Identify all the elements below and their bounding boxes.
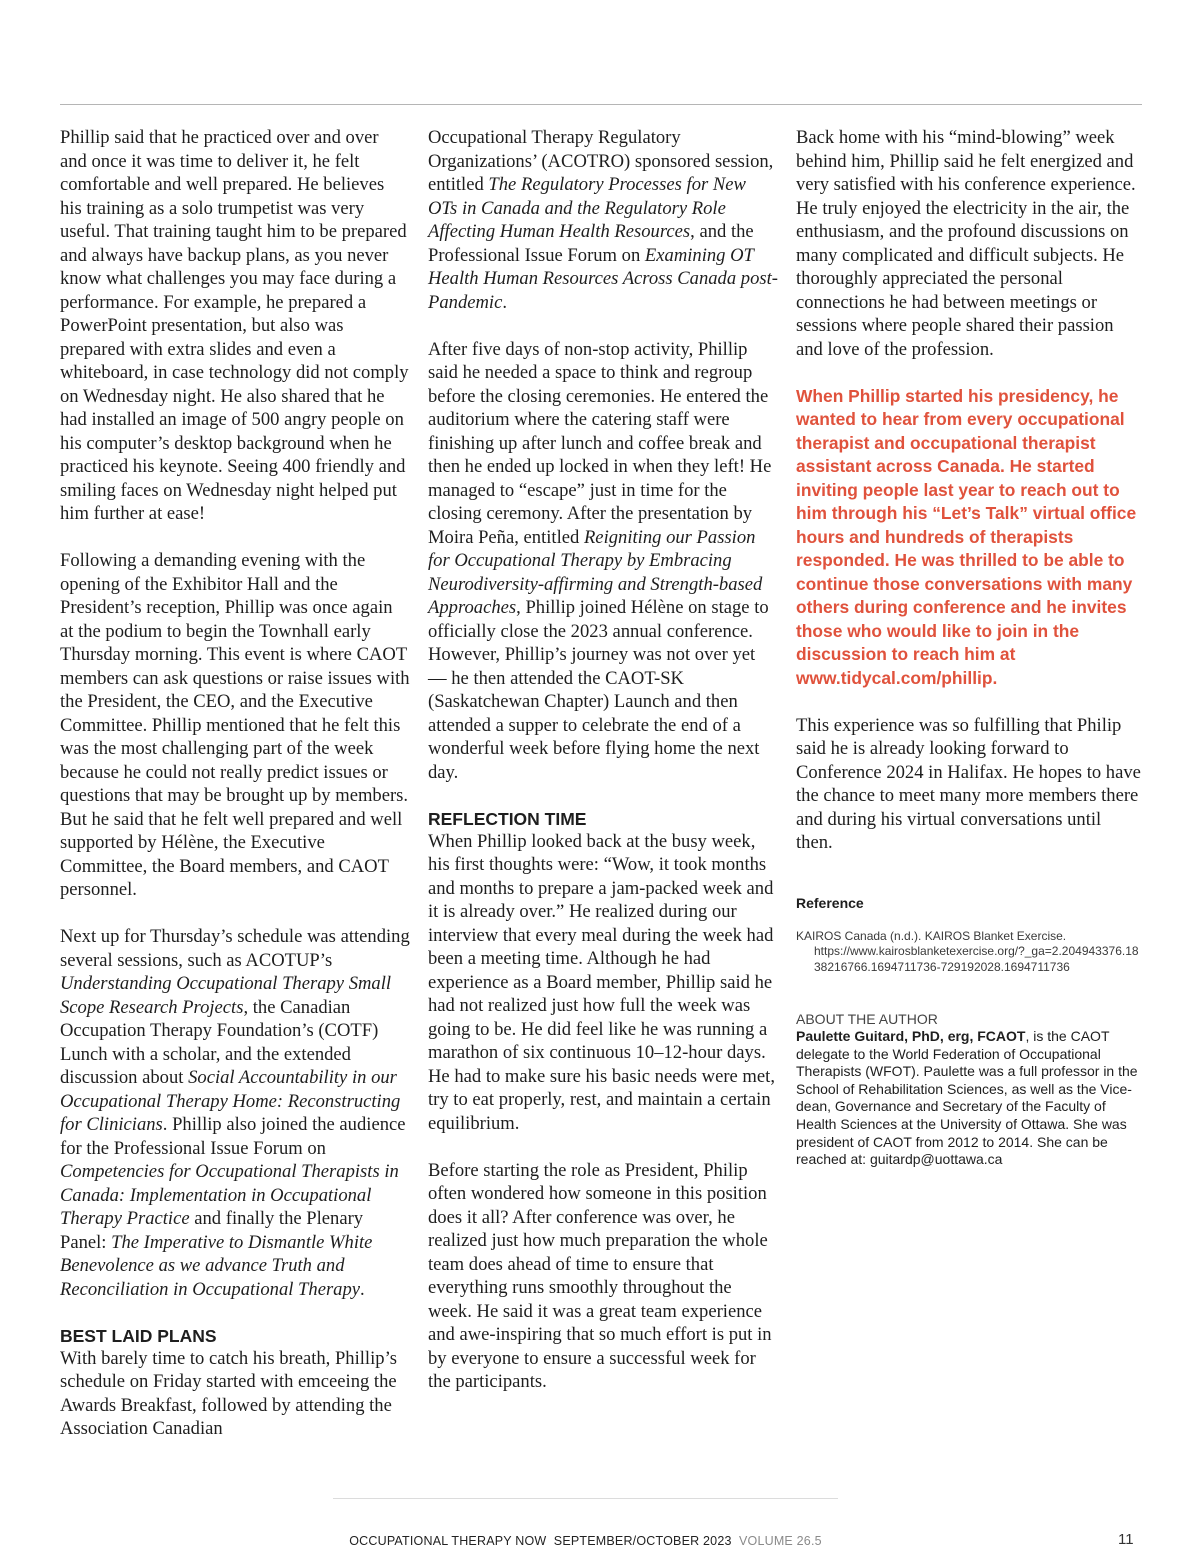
column-3 xyxy=(796,126,1142,1169)
footer xyxy=(333,1534,838,1548)
publication-name: OCCUPATIONAL THERAPY NOW xyxy=(349,1534,547,1548)
author-bio: Paulette Guitard, PhD, erg, FCAOT, is the CAOT delegate to the World Federation of Occupational Therapists (WFOT). Paulette was a full professor in the School of Rehabilitation Sciences, as well as the Vice-dean, Governance and Secretary of the Faculty of Health Sciences at the University of Ottawa. She was president of CAOT from 2012 to 2014. She can be reached at: guitardp@uottawa.ca xyxy=(796,1028,1138,1168)
paragraph: Back home with his “mind-blowing” week behind him, Phillip said he felt energized and very satisfied with his conference experience. He truly enjoyed the electricity in the air, the enthusiasm, and the profound discussions on many complicated and difficult subjects. He thoroughly appreciated the personal connections he had between meetings or sessions where people shared their passion and love of the profession. xyxy=(796,127,1136,360)
reference-entry: KAIROS Canada (n.d.). KAIROS Blanket Exercise. https://www.kairosblanketexercise.org/?_ga=2.204943376.1838216766.1694711736-729192028.1694711736 xyxy=(796,928,1139,974)
paragraph: Next up for Thursday’s schedule was attending several sessions, such as ACOTUP’s Understanding Occupational Therapy Small Scope Research Projects, the Canadian Occupation Therapy Foundation’s (COTF) Lunch with a scholar, and the extended discussion about Social Accountability in our Occupational Therapy Home: Reconstructing for Clinicians. Phillip also joined the audience for the Professional Issue Forum on Competencies for Occupational Therapists in Canada: Implementation in Occupational Therapy Practice and finally the Plenary Panel: The Imperative to Dismantle White Benevolence as we advance Truth and Reconciliation in Occupational Therapy. xyxy=(60,926,410,1300)
paragraph: Occupational Therapy Regulatory Organizations’ (ACOTRO) sponsored session, entitled The Regulatory Processes for New OTs in Canada and the Regulatory Role Affecting Human Health Resources, and the Professional Issue Forum on Examining OT Health Human Resources Across Canada post-Pandemic. xyxy=(428,127,778,313)
paragraph: When Phillip looked back at the busy week, his first thoughts were: “Wow, it took months and months to prepare a jam-packed week and it is already over.” He realized during our interview that every meal during the week had been a meeting time. Although he had experience as a Board member, Phillip said he had not realized just how full the week was going to be. He did feel like he was running a marathon of six continuous 10–12-hour days. He had to make sure his basic needs were met, try to eat properly, rest, and maintain a certain equilibrium. xyxy=(428,830,775,1134)
paragraph: Phillip said that he practiced over and over and once it was time to deliver it, he felt comfortable and well prepared. He believes his training as a solo trumpetist was very useful. That training taught him to be prepared and always have backup plans, as you never know what challenges you may face during a performance. For example, he prepared a PowerPoint presentation, but also was prepared with extra slides and even a whiteboard, in case technology did not comply on Wednesday night. He also shared that he had installed an image of 500 angry people on his computer’s desktop background when he practiced his keynote. Seeing 400 friendly and smiling faces on Wednesday night helped put him further at ease! xyxy=(60,127,409,524)
volume: VOLUME 26.5 xyxy=(738,1534,822,1548)
highlight-paragraph: When Phillip started his presidency, he wanted to hear from every occupational therapist and occupational therapist assistant across Canada. He started inviting people last year to reach out to him through his “Let’s Talk” virtual office hours and hundreds of therapists responded. He was thrilled to be able to continue those conversations with many others during conference and he invites those who would like to join in the discussion to reach him at www.tidycal.com/phillip. xyxy=(796,385,1137,688)
issue-date: SEPTEMBER/OCTOBER 2023 xyxy=(553,1534,732,1548)
paragraph: Following a demanding evening with the opening of the Exhibitor Hall and the President’s reception, Phillip was once again at the podium to begin the Townhall early Thursday morning. This event is where CAOT members can ask questions or raise issues with the President, the CEO, and the Executive Committee. Phillip mentioned that he felt this was the most challenging part of the week because he could not really predict issues or questions that may be brought up by members. But he said that he felt well prepared and well supported by Hélène, the Executive Committee, the Board members, and CAOT personnel. xyxy=(60,550,410,900)
page-number: 11 xyxy=(1118,1531,1134,1548)
section-heading: BEST LAID PLANS xyxy=(60,1325,217,1346)
footer-divider xyxy=(333,1498,838,1499)
paragraph: This experience was so fulfilling that Philip said he is already looking forward to Conference 2024 in Halifax. He hopes to have the chance to meet many more members there and during his virtual conversations until then. xyxy=(796,714,1141,853)
section-heading: REFLECTION TIME xyxy=(428,808,587,829)
paragraph: With barely time to catch his breath, Phillip’s schedule on Friday started with emceeing the Awards Breakfast, followed by attending the Association Canadian xyxy=(60,1347,397,1439)
top-divider xyxy=(60,104,1142,105)
paragraph: After five days of non-stop activity, Phillip said he needed a space to think and regroup before the closing ceremonies. He entered the auditorium where the catering staff were finishing up after lunch and coffee break and then he ended up locked in when they left! He managed to “escape” just in time for the closing ceremony. After the presentation by Moira Peña, entitled Reigniting our Passion for Occupational Therapy by Embracing Neurodiversity-affirming and Strength-based Approaches, Phillip joined Hélène on stage to officially close the 2023 annual conference. However, Phillip’s journey was not over yet — he then attended the CAOT-SK (Saskatchewan Chapter) Launch and then attended a supper to celebrate the end of a wonderful week before flying home the next day. xyxy=(428,338,772,783)
reference-heading: Reference xyxy=(796,894,864,911)
column-1 xyxy=(60,126,410,1441)
author-name: Paulette Guitard, PhD, erg, FCAOT xyxy=(796,1028,1026,1044)
column-2 xyxy=(428,126,778,1394)
paragraph: Before starting the role as President, Philip often wondered how someone in this position does it all? After conference was over, he realized just how much preparation the whole team does ahead of time to ensure that everything runs smoothly throughout the week. He said it was a great team experience and awe-inspiring that so much effort is put in by everyone to ensure a successful week for the participants. xyxy=(428,1159,772,1392)
about-author-heading: ABOUT THE AUTHOR xyxy=(796,1011,938,1027)
